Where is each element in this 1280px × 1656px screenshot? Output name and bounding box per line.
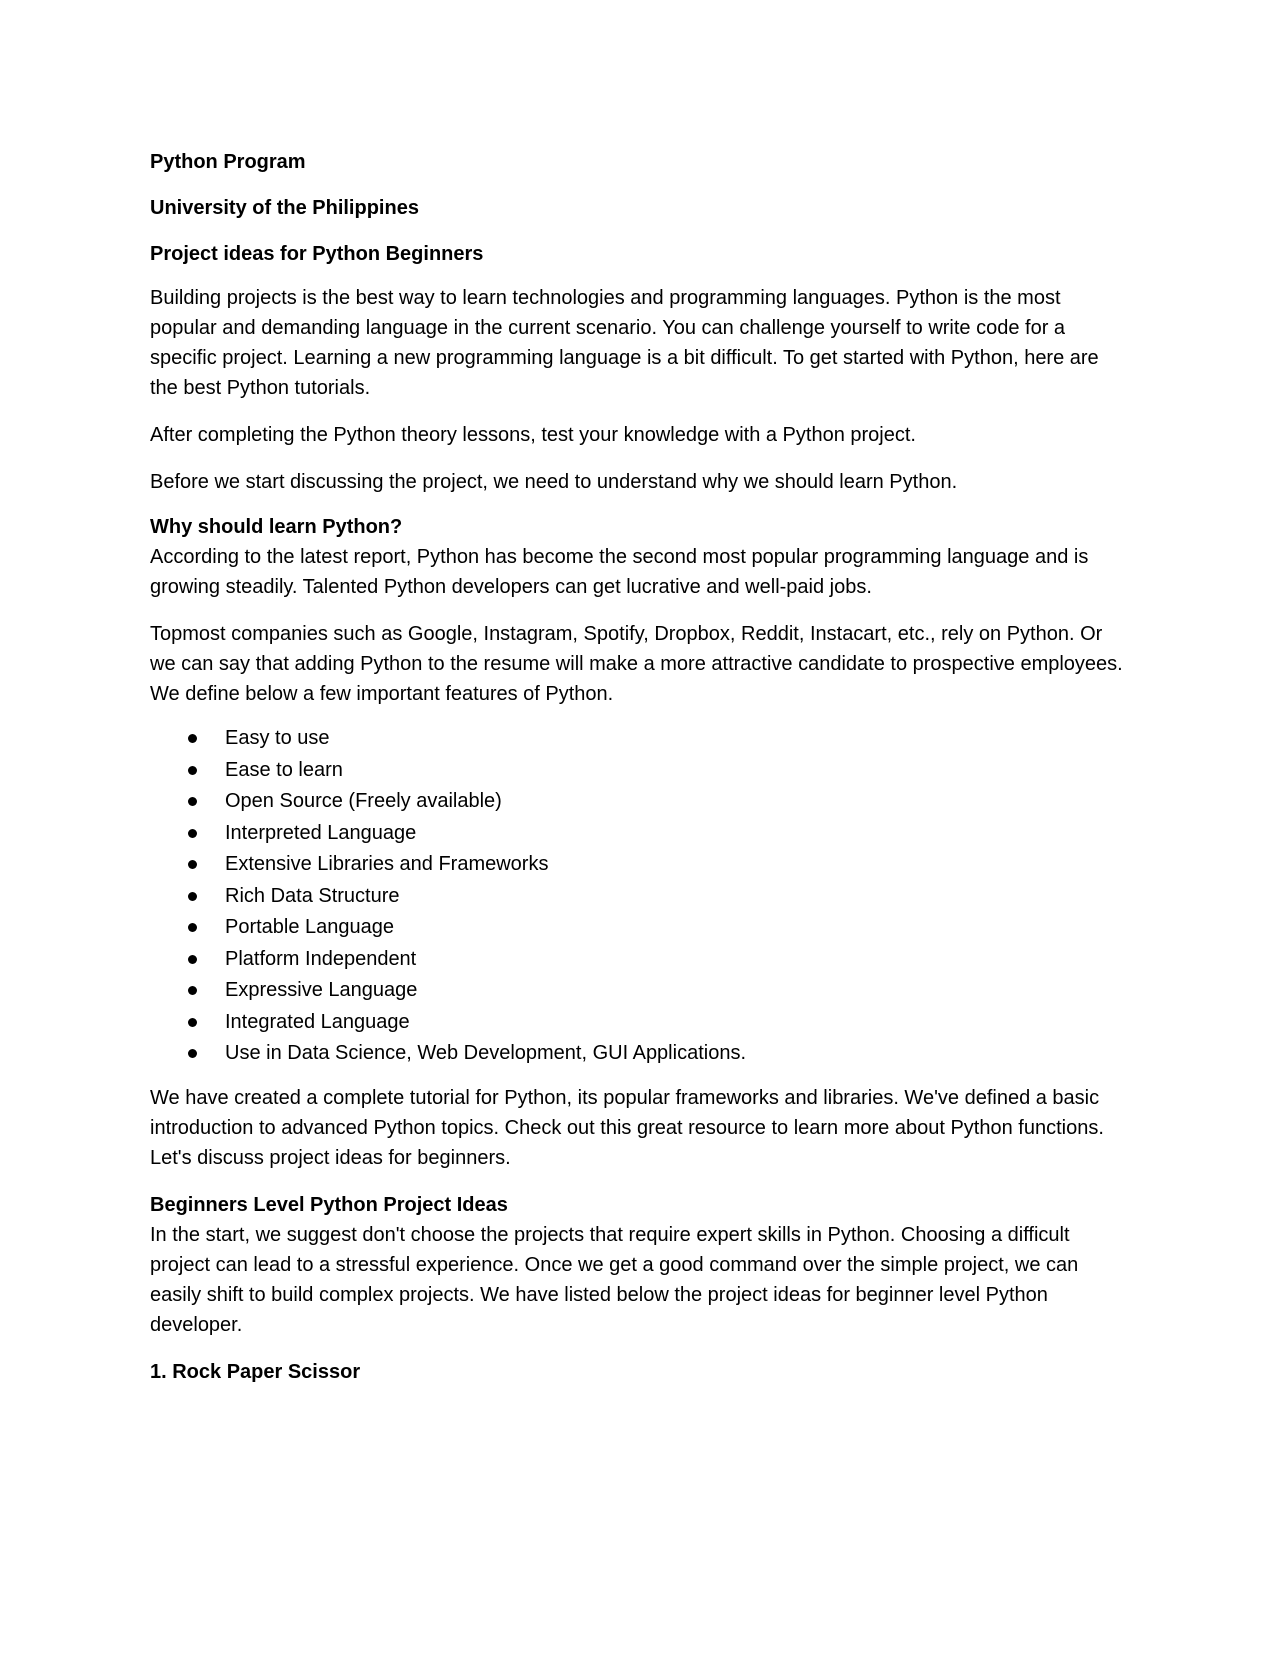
list-item: Ease to learn	[150, 755, 1130, 787]
list-item: Platform Independent	[150, 944, 1130, 976]
bullet-icon	[188, 860, 197, 869]
list-item: Extensive Libraries and Frameworks	[150, 849, 1130, 881]
document-title: Project ideas for Python Beginners	[150, 243, 484, 265]
bullet-icon	[188, 892, 197, 901]
beginners-heading: Beginners Level Python Project Ideas	[150, 1193, 508, 1216]
intro-paragraph-2: After completing the Python theory lessons, test your knowledge with a Python project.	[150, 424, 916, 446]
intro-paragraph-3: Before we start discussing the project, we need to understand why we should learn Python.	[150, 471, 958, 493]
university-name: University of the Philippines	[150, 197, 419, 219]
beginners-paragraph: In the start, we suggest don't choose the projects that require expert skills in Python. Choosing a difficult project can lead to a stressful experience. Once we get a good command over the simple project, we can easily shift to build complex projects. We have listed below the project ideas for beginner level Python developer.	[150, 1223, 1079, 1336]
list-item: Interpreted Language	[150, 818, 1130, 850]
list-item: Portable Language	[150, 912, 1130, 944]
why-paragraph-2: Topmost companies such as Google, Instagram, Spotify, Dropbox, Reddit, Instacart, etc., rely on Python. Or we can say that adding Python to the resume will make a more attractive candidate to prospective employees. We define below a few important features of Python.	[150, 623, 1123, 705]
list-item: Integrated Language	[150, 1007, 1130, 1039]
bullet-icon	[188, 1018, 197, 1027]
list-item: Easy to use	[150, 723, 1130, 755]
list-item: Use in Data Science, Web Development, GUI Applications.	[150, 1038, 1130, 1070]
project-1-heading: 1. Rock Paper Scissor	[150, 1360, 361, 1383]
bullet-icon	[188, 986, 197, 995]
intro-paragraph-1: Building projects is the best way to learn technologies and programming languages. Python is the most popular and demanding language in the current scenario. You can challenge yourself to write code for a specific project. Learning a new programming language is a bit difficult. To get started with Python, here are the best Python tutorials.	[150, 287, 1099, 399]
why-paragraph-1: According to the latest report, Python has become the second most popular programming language and is growing steadily. Talented Python developers can get lucrative and well-paid jobs.	[150, 546, 1089, 598]
bullet-icon	[188, 955, 197, 964]
why-learn-heading: Why should learn Python?	[150, 516, 403, 538]
list-item: Open Source (Freely available)	[150, 786, 1130, 818]
tutorial-paragraph: We have created a complete tutorial for Python, its popular frameworks and libraries. We've defined a basic introduction to advanced Python topics. Check out this great resource to learn more about Python functions. Let's discuss project ideas for beginners.	[150, 1086, 1104, 1169]
bullet-icon	[188, 734, 197, 743]
bullet-icon	[188, 829, 197, 838]
list-item: Rich Data Structure	[150, 881, 1130, 913]
features-list	[150, 723, 1130, 1070]
program-name: Python Program	[150, 151, 306, 173]
bullet-icon	[188, 923, 197, 932]
bullet-icon	[188, 1049, 197, 1058]
bullet-icon	[188, 766, 197, 775]
bullet-icon	[188, 797, 197, 806]
list-item: Expressive Language	[150, 975, 1130, 1007]
